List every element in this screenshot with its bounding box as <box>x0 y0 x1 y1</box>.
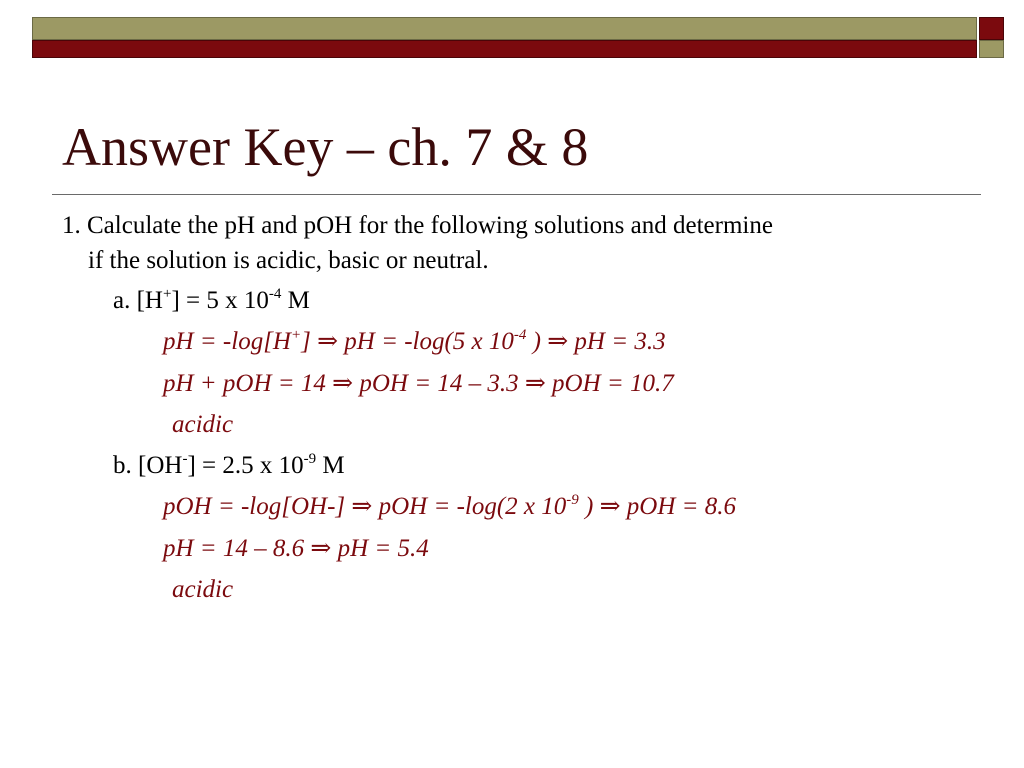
part-b-step-2: pH = 14 – 8.6 ⇒ pH = 5.4 <box>163 535 429 562</box>
part-a-result: acidic <box>172 411 234 438</box>
question-line-1: 1. Calculate the pH and pOH for the following solutions and determine <box>62 212 773 239</box>
header-bar-maroon <box>32 40 977 58</box>
header-square-olive <box>979 40 1004 58</box>
part-a-step-2: pH + pOH = 14 ⇒ pOH = 14 – 3.3 ⇒ pOH = 10.7 <box>163 370 674 397</box>
header-square-maroon <box>979 17 1004 40</box>
question-line-2: if the solution is acidic, basic or neutral. <box>88 247 489 274</box>
title-divider <box>52 194 981 195</box>
part-a-given: a. [H+] = 5 x $10^{-4}$ M <box>113 285 310 314</box>
header-bar-olive <box>32 17 977 40</box>
part-a-step-1: pH = -log[H+] ⇒ pH = -log(5 x $10^{-4}$ ) ⇒ pH = 3.3 <box>163 326 666 355</box>
part-b-result: acidic <box>172 576 234 603</box>
slide-title: Answer Key – ch. 7 & 8 <box>62 117 589 177</box>
part-b-given: b. [OH-] = 2.5 x $10^{-9}$ M <box>113 450 345 479</box>
part-b-step-1: pOH = -log[OH-] ⇒ pOH = -log(2 x $10^{-9}$ ) ⇒ pOH = 8.6 <box>163 491 737 520</box>
